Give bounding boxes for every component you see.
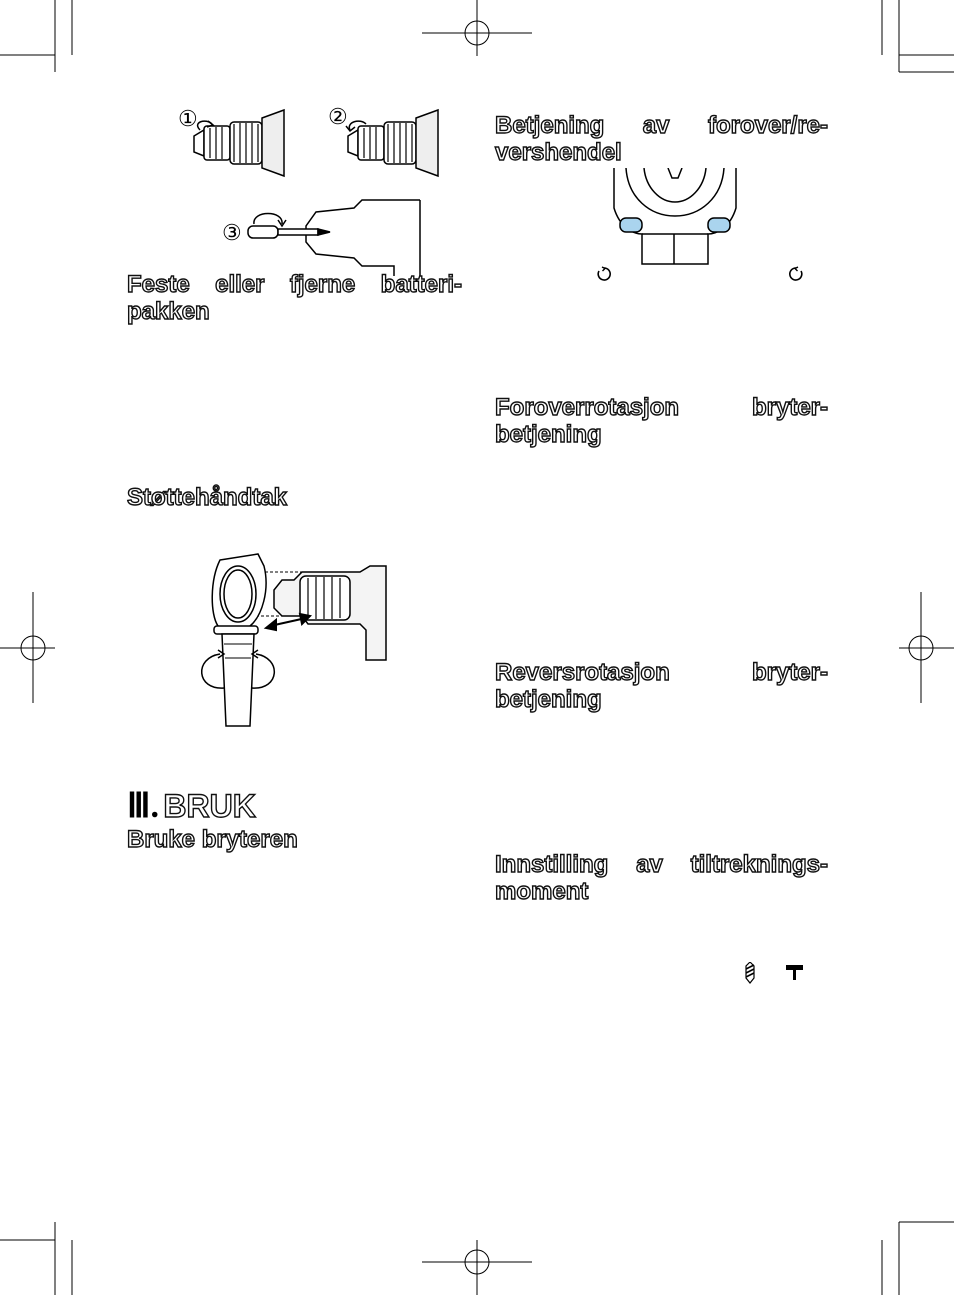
support-handle-illustration xyxy=(190,550,390,730)
section-heading xyxy=(127,786,256,826)
drill-bit-icon xyxy=(744,962,756,984)
heading-forward-rotation-line2: betjening xyxy=(495,421,602,448)
heading-torque-setting-line1: Innstilling av tiltreknings- xyxy=(495,851,828,878)
heading-forward-rotation-line1: Foroverrotasjon bryter- xyxy=(495,394,828,421)
section-numeral: Ⅲ. xyxy=(127,788,159,825)
hammer-icon xyxy=(785,963,805,981)
heading-forward-reverse-lever xyxy=(495,112,828,166)
rotate-clockwise-icon xyxy=(596,266,612,282)
heading-forward-reverse-lever-line2: vershendel xyxy=(495,139,622,166)
step-3-numeral: ③ xyxy=(222,220,242,245)
heading-support-handle-text: Støttehåndtak xyxy=(127,484,288,511)
heading-forward-reverse-lever-line1: Betjening av forover/re- xyxy=(495,112,828,139)
heading-battery-pack-line1: Feste eller fjerne batteri- xyxy=(127,271,462,298)
heading-forward-rotation xyxy=(495,394,828,448)
heading-torque-setting xyxy=(495,851,828,905)
heading-battery-pack xyxy=(127,271,462,325)
heading-reverse-rotation-line1: Reversrotasjon bryter- xyxy=(495,659,828,686)
heading-use-switch-text: Bruke bryteren xyxy=(127,826,298,853)
heading-support-handle xyxy=(127,484,427,511)
heading-reverse-rotation-line2: betjening xyxy=(495,686,602,713)
heading-battery-pack-line2: pakken xyxy=(127,298,210,325)
forward-reverse-lever-illustration xyxy=(610,168,740,268)
screwdriver-illustration-step-3 xyxy=(244,196,424,276)
step-1-numeral: ① xyxy=(178,106,198,131)
chuck-illustration-step-1 xyxy=(186,108,288,178)
heading-use-switch xyxy=(127,826,427,853)
rotate-counterclockwise-icon xyxy=(788,266,804,282)
heading-torque-setting-line2: moment xyxy=(495,878,589,905)
section-title: BRUK xyxy=(163,788,256,824)
chuck-illustration-step-2 xyxy=(340,108,442,178)
heading-reverse-rotation xyxy=(495,659,828,713)
step-2-numeral: ② xyxy=(328,104,348,129)
